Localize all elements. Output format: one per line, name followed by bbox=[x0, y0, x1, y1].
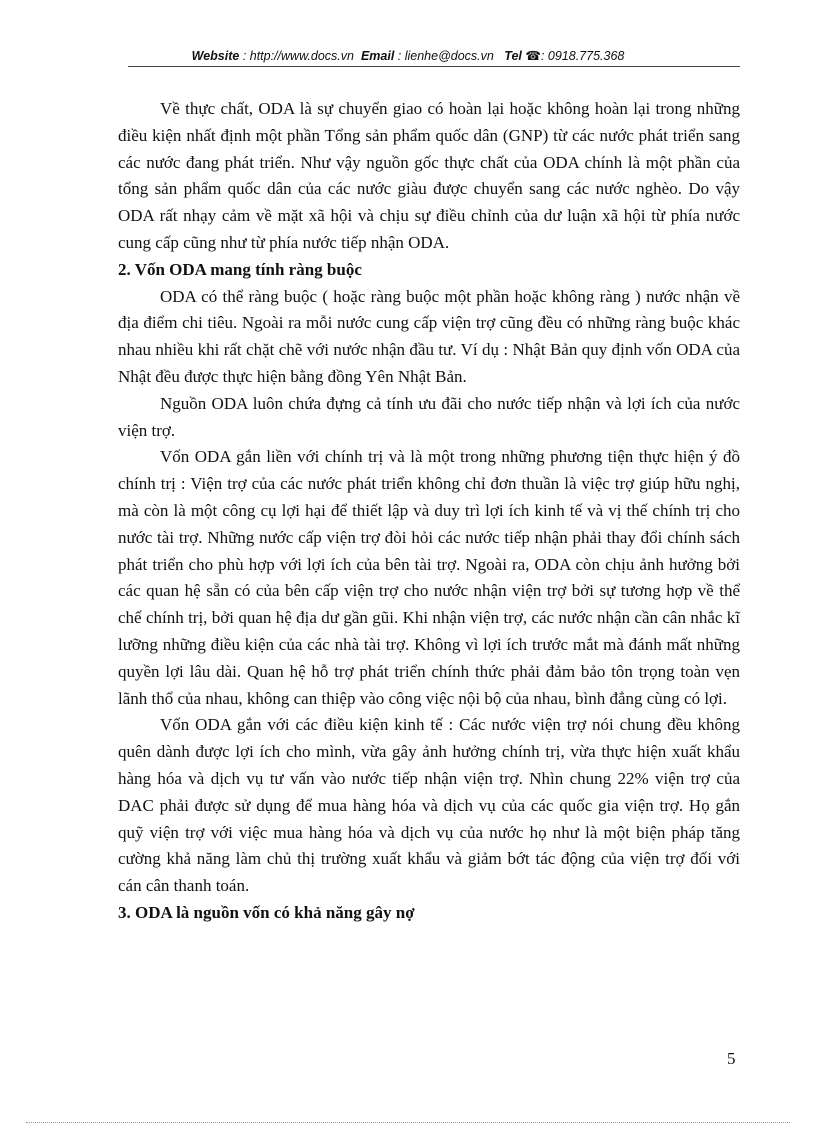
paragraph-preferential: Nguồn ODA luôn chứa đựng cả tính ưu đãi cho nước tiếp nhận và lợi ích của nước viện trợ. bbox=[118, 393, 740, 440]
section-heading-2: 2. Vốn ODA mang tính ràng buộc bbox=[118, 259, 362, 279]
paragraph-political: Vốn ODA gắn liền với chính trị và là một trong những phương tiện thực hiện ý đồ chính trị : Viện trợ của các nước phát triển không chỉ đơn thuần là việc trợ giúp hữu nghị, mà còn là một công cụ lợi hại để thiết lập và duy trì lợi ích kinh tế và vị thế chính trị cho nước tài trợ. Những nước cấp viện trợ đòi hỏi các nước tiếp nhận phải thay đổi chính sách phát triển cho phù hợp với lợi ích của bên tài trợ. Ngoài ra, ODA còn chịu ảnh hưởng bởi các quan hệ sẵn có của bên cấp viện trợ cho nước nhận viện trợ bởi sự tương hợp về thể chế chính trị, bởi quan hệ địa dư gần gũi. Khi nhận viện trợ, các nước nhận cần cân nhắc kĩ lưỡng những điều kiện của các nhà tài trợ. Không vì lợi ích trước mắt mà đánh mất những quyền lợi lâu dài. Quan hệ hỗ trợ phát triển chính thức phải đảm bảo tôn trọng toàn vẹn lãnh thổ của nhau, không can thiệp vào công việc nội bộ của nhau, bình đẳng cùng có lợi. bbox=[118, 447, 740, 708]
paragraph-economic: Vốn ODA gắn với các điều kiện kinh tế : Các nước viện trợ nói chung đều không quên dành được lợi ích cho mình, vừa gây ảnh hưởng chính trị, vừa thực hiện xuất khẩu hàng hóa và dịch vụ tư vấn vào nước tiếp nhận viện trợ. Nhìn chung 22% viện trợ của DAC phải được sử dụng để mua hàng hóa và dịch vụ của các quốc gia viện trợ. Họ gắn quỹ viện trợ với việc mua hàng hóa và dịch vụ của nước họ như là một biện pháp tăng cường khả năng làm chủ thị trường xuất khẩu và giảm bớt tác động của viện trợ đối với cán cân thanh toán. bbox=[118, 715, 740, 896]
header-divider bbox=[128, 66, 740, 67]
paragraph-oda-essence: Về thực chất, ODA là sự chuyển giao có hoàn lại hoặc không hoàn lại trong những điều kiện nhất định một phần Tổng sản phẩm quốc dân (GNP) từ các nước phát triển sang các nước đang phát triển. Như vậy nguồn gốc thực chất của ODA chính là một phần của tổng sản phẩm quốc dân của các nước giàu được chuyển sang các nước nghèo. Do vậy ODA rất nhạy cảm về mặt xã hội và chịu sự điều chỉnh của dư luận xã hội từ phía nước cung cấp cũng như từ phía nước tiếp nhận ODA. bbox=[118, 99, 740, 252]
email-label: Email bbox=[360, 49, 395, 63]
website-value: : http://www.docs.vn bbox=[242, 49, 354, 63]
paragraph-binding: ODA có thể ràng buộc ( hoặc ràng buộc một phần hoặc không ràng ) nước nhận về địa điểm chi tiêu. Ngoài ra mỗi nước cung cấp viện trợ cũng đều có những ràng buộc khác nhau nhiều khi rất chặt chẽ với nước nhận đầu tư. Ví dụ : Nhật Bản quy định vốn ODA của Nhật đều được thực hiện bằng đồng Yên Nhật Bản. bbox=[118, 286, 740, 386]
website-label: Website bbox=[191, 49, 240, 63]
tel-label: Tel bbox=[504, 49, 522, 63]
page-number: 5 bbox=[727, 1049, 736, 1068]
tel-value: : 0918.775.368 bbox=[540, 49, 625, 63]
page-header bbox=[0, 48, 816, 63]
phone-icon: ☎ bbox=[525, 49, 541, 63]
email-value: : lienhe@docs.vn bbox=[397, 49, 494, 63]
document-body bbox=[118, 96, 740, 927]
section-heading-3: 3. ODA là nguồn vốn có khả năng gây nợ bbox=[118, 902, 415, 922]
